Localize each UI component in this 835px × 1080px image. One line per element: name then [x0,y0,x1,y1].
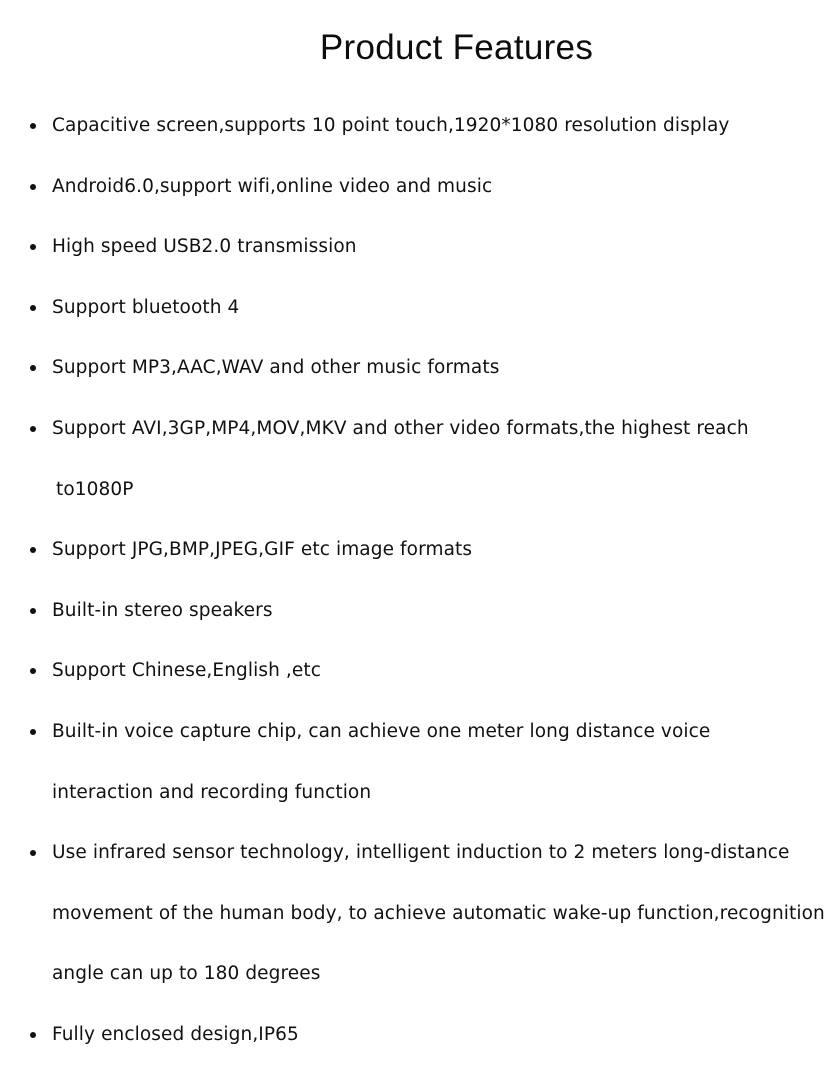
feature-item-image-formats [52,520,822,581]
feature-text-line: Capacitive screen,supports 10 point touch,1920*1080 resolution display [52,115,730,136]
feature-text-line: movement of the human body, to achieve automatic wake-up function,recognition [52,902,825,924]
page-title: Product Features [319,28,594,67]
feature-text-line: Fully enclosed design,IP65 [52,1024,299,1045]
feature-text-line: Support bluetooth 4 [52,297,240,318]
feature-text-line: angle can up to 180 degrees [52,963,321,984]
feature-text-line: to1080P [56,478,134,500]
feature-item-usb [52,217,822,278]
feature-item-video-formats [52,399,822,520]
feature-item-infrared-sensor [52,823,825,1005]
feature-item-capacitive-screen [52,96,822,157]
feature-text-line: Built-in voice capture chip, can achieve one meter long distance voice [52,721,711,742]
feature-text-line: Support AVI,3GP,MP4,MOV,MKV and other video formats,the highest reach [52,418,749,439]
feature-text-line: interaction and recording function [52,781,372,803]
feature-item-languages [52,641,822,702]
feature-text-line: Support MP3,AAC,WAV and other music formats [52,357,500,378]
feature-item-enclosed-design [52,1005,822,1066]
feature-item-speakers [52,581,822,642]
feature-item-android [52,157,822,218]
feature-text-line: Android6.0,support wifi,online video and music [52,176,493,197]
feature-item-voice-capture [52,702,822,823]
feature-item-music-formats [52,338,822,399]
feature-text-line: Support Chinese,English ,etc [52,660,321,681]
feature-text-line: High speed USB2.0 transmission [52,236,357,257]
feature-text-line: Use infrared sensor technology, intelligent induction to 2 meters long-distance [52,842,790,863]
feature-item-bluetooth [52,278,822,339]
feature-text-line: Built-in stereo speakers [52,600,273,621]
feature-text-line: Support JPG,BMP,JPEG,GIF etc image formats [52,539,473,560]
